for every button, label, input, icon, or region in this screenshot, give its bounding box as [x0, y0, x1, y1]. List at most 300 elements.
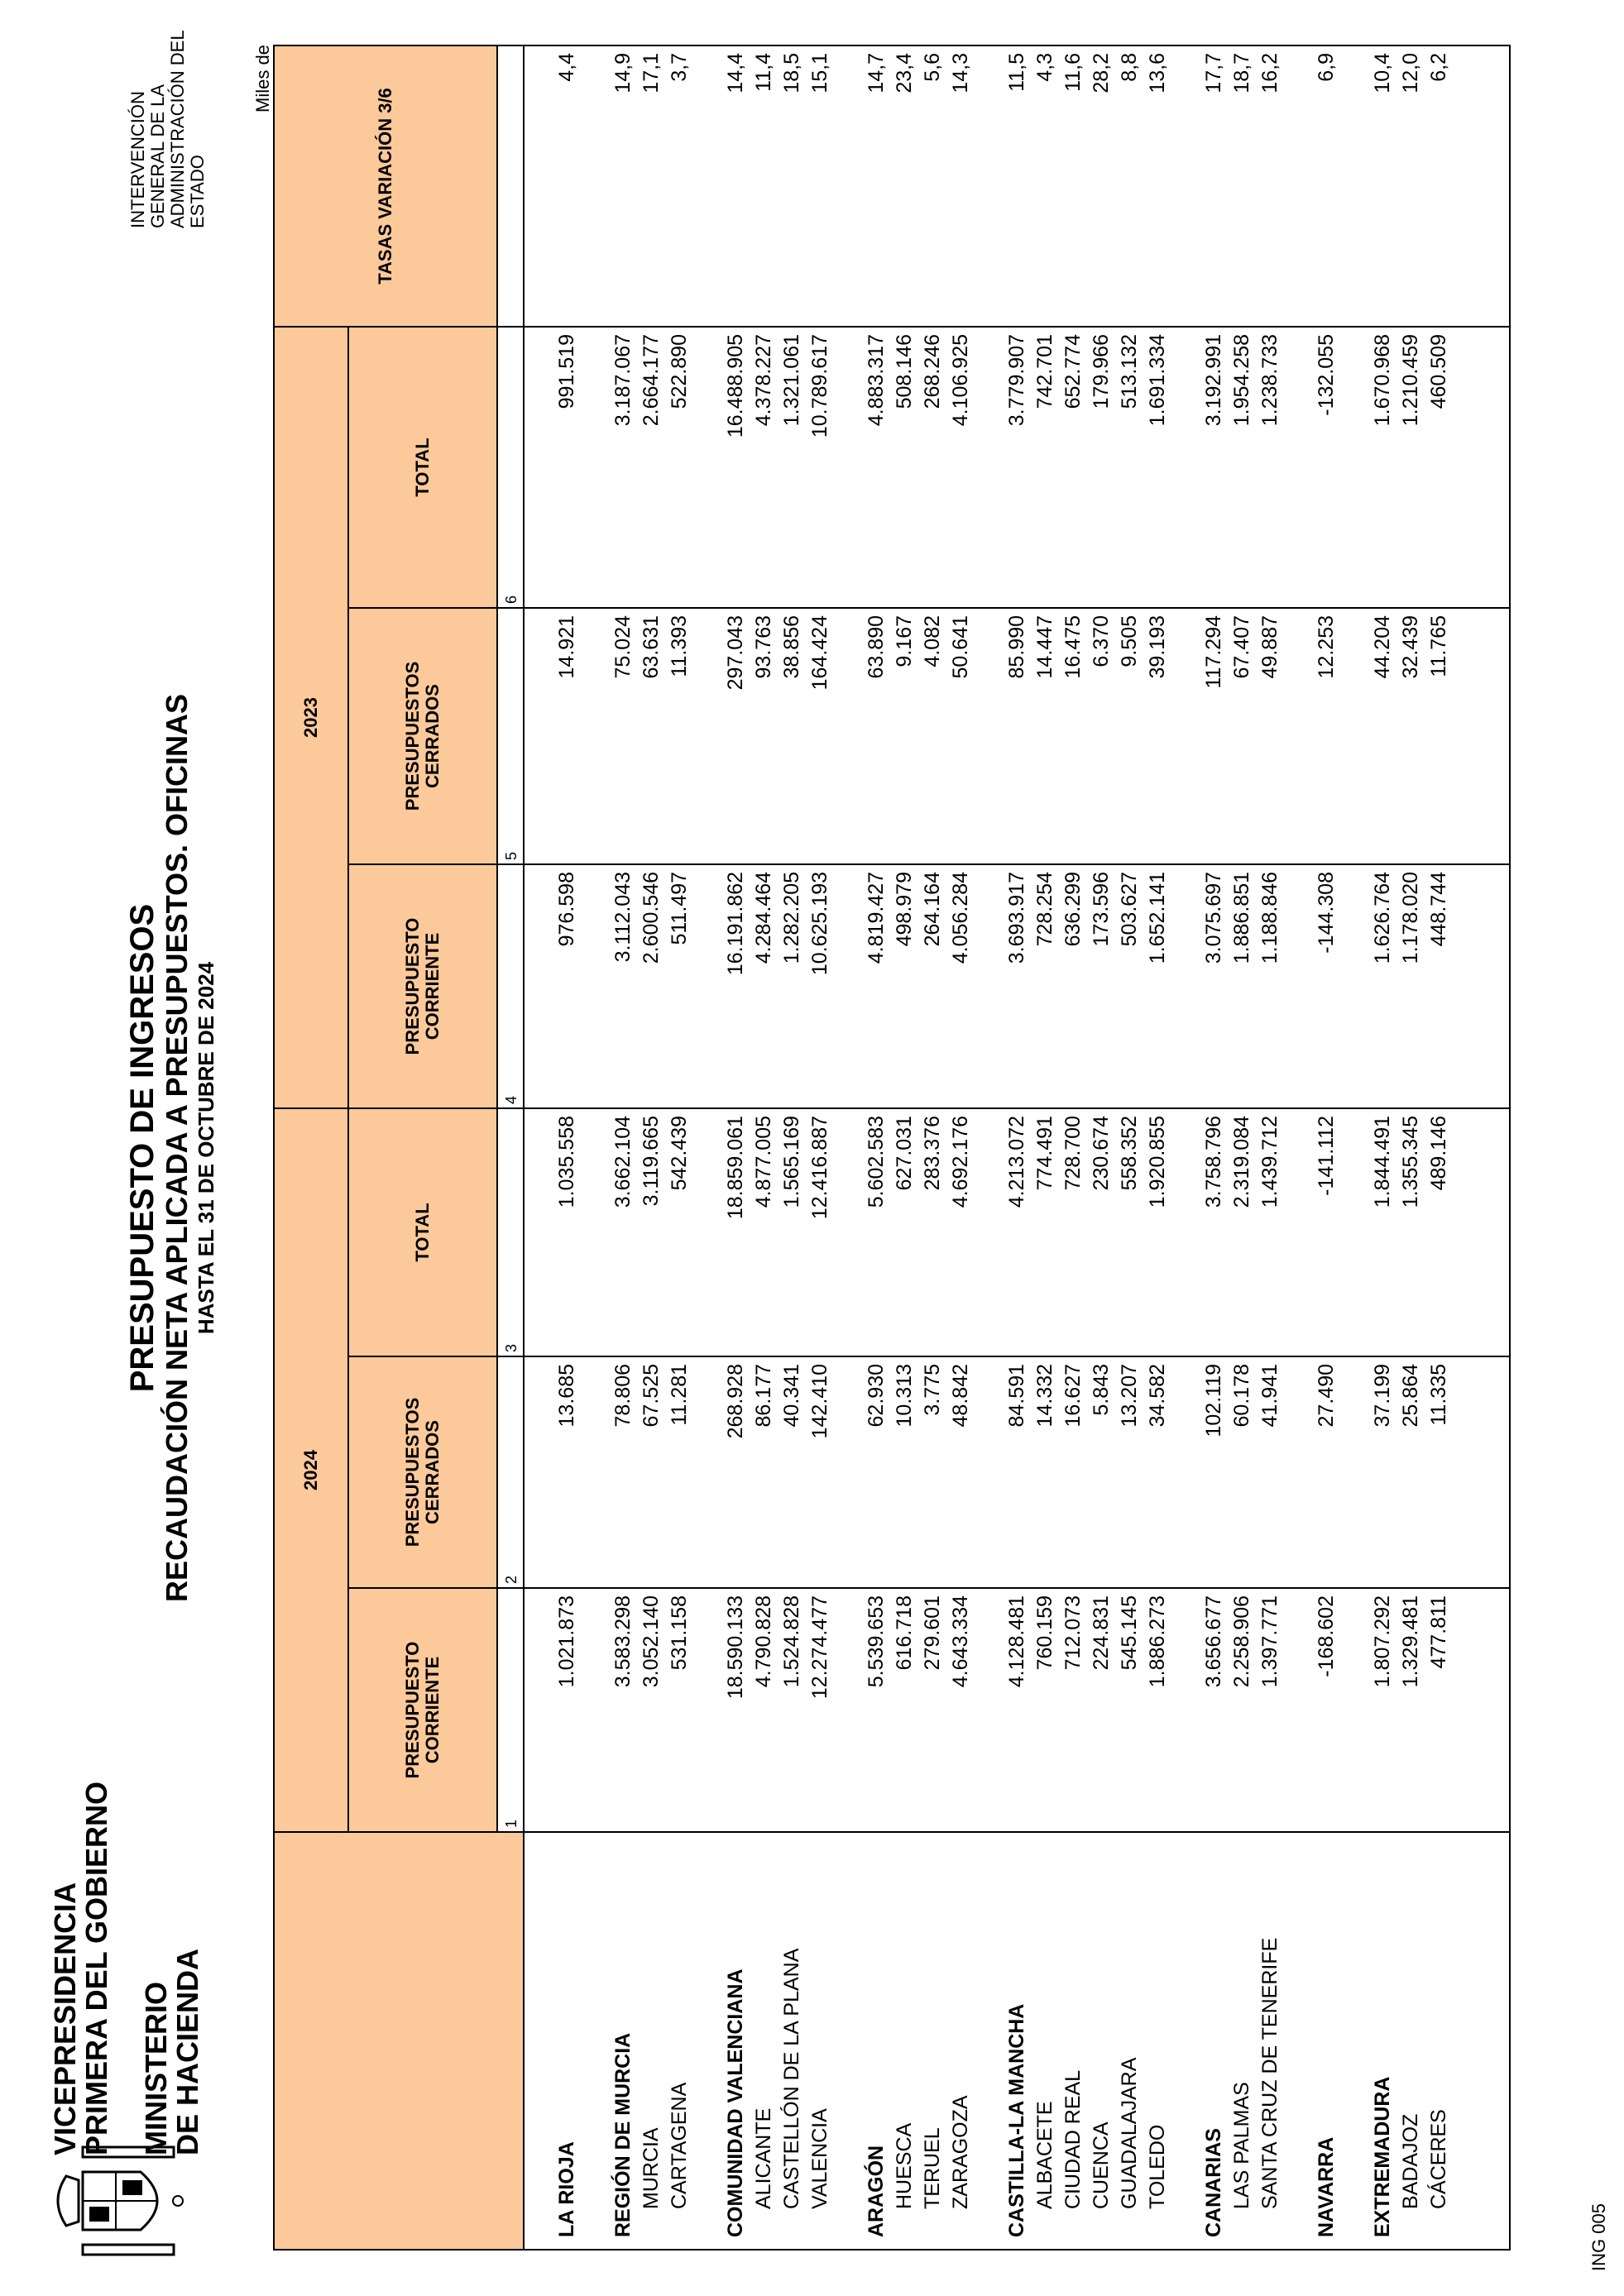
col-number-5 [497, 608, 524, 864]
spacer-row [1453, 45, 1481, 2250]
spacer-cell [524, 864, 553, 1108]
cell-value: 742.701 [1031, 327, 1059, 608]
spacer-cell [1171, 864, 1200, 1108]
table-body [524, 45, 1510, 2250]
cell-value: 3.119.665 [637, 1108, 665, 1356]
spacer-cell [975, 45, 1003, 327]
spacer-cell [693, 45, 721, 327]
cell-value: 9.505 [1115, 608, 1143, 864]
spacer-cell [524, 1108, 553, 1356]
row-label: CUENCA [1087, 1832, 1115, 2250]
spacer-cell [524, 327, 553, 608]
cell-value: 11,4 [750, 45, 778, 327]
cell-value: 522.890 [665, 327, 693, 608]
cell-value: 1.886.851 [1228, 864, 1256, 1108]
cell-value: 13,6 [1143, 45, 1171, 327]
header-year-2023: 2023 [274, 327, 348, 1108]
cell-value: 489.146 [1425, 1108, 1453, 1356]
cell-value: 16.191.862 [721, 864, 750, 1108]
cell-value: 11.335 [1425, 1356, 1453, 1588]
cell-value: 13.685 [553, 1356, 581, 1588]
row-label: CASTELLÓN DE LA PLANA [778, 1832, 806, 2250]
table-row [1396, 45, 1425, 2250]
row-label: VALENCIA [806, 1832, 834, 2250]
cell-value: 49.887 [1256, 608, 1284, 864]
cell-value: 1.282.205 [778, 864, 806, 1108]
spacer-cell [1453, 608, 1481, 864]
spacer-cell [834, 45, 862, 327]
spacer-cell [581, 608, 609, 864]
cell-value: 3.656.677 [1200, 1588, 1228, 1832]
spacer-cell [1481, 45, 1510, 327]
cell-value: 5.843 [1087, 1356, 1115, 1588]
row-label: SANTA CRUZ DE TENERIFE [1256, 1832, 1284, 2250]
cell-value: 23,4 [890, 45, 918, 327]
cell-value: 6,9 [1312, 45, 1340, 327]
spacer-cell [1340, 45, 1368, 327]
cell-value: 14,7 [862, 45, 890, 327]
cell-value: 542.439 [665, 1108, 693, 1356]
spacer-cell [1171, 1108, 1200, 1356]
spacer-row [1284, 45, 1312, 2250]
cell-value: 1.321.061 [778, 327, 806, 608]
cell-value: 12,0 [1396, 45, 1425, 327]
row-label: ALBACETE [1031, 1832, 1059, 2250]
row-label: LA RIOJA [553, 1832, 581, 2250]
spacer-cell [581, 45, 609, 327]
cell-value: 25.864 [1396, 1356, 1425, 1588]
cell-value: 37.199 [1368, 1356, 1396, 1588]
spacer-cell [1284, 608, 1312, 864]
row-label: ZARAGOZA [946, 1832, 975, 2250]
cell-value: 531.158 [665, 1588, 693, 1832]
cell-value: 14,9 [609, 45, 637, 327]
table-row [1087, 45, 1115, 2250]
cell-value: -168.602 [1312, 1588, 1340, 1832]
cell-value: 268.928 [721, 1356, 750, 1588]
row-label: LAS PALMAS [1228, 1832, 1256, 2250]
cell-value: 14.447 [1031, 608, 1059, 864]
cell-value: 1.021.873 [553, 1588, 581, 1832]
table-row [1059, 45, 1087, 2250]
footer-code: ING 005 [1588, 2203, 1609, 2271]
cell-value: 279.601 [918, 1588, 946, 1832]
cell-value: 44.204 [1368, 608, 1396, 864]
row-label: COMUNIDAD VALENCIANA [721, 1832, 750, 2250]
title-fecha: HASTA EL 31 DE OCTUBRE DE 2024 [194, 961, 218, 1335]
cell-value: 4,3 [1031, 45, 1059, 327]
cell-value: 558.352 [1115, 1108, 1143, 1356]
spacer-cell [581, 1356, 609, 1588]
cell-value: 2.258.906 [1228, 1588, 1256, 1832]
spacer-cell [1340, 864, 1368, 1108]
table-row [1425, 45, 1453, 2250]
cell-value: 4.106.925 [946, 327, 975, 608]
cell-value: 477.811 [1425, 1588, 1453, 1832]
spacer-cell [581, 327, 609, 608]
spacer-cell [1453, 864, 1481, 1108]
spacer-cell [1481, 327, 1510, 608]
spacer-row [693, 45, 721, 2250]
header-year-2024: 2024 [274, 1108, 348, 1832]
igae-line2: ADMINISTRACIÓN DEL ESTADO [167, 31, 208, 228]
spacer-cell [1284, 1832, 1312, 2250]
spacer-cell [1481, 1356, 1510, 1588]
cell-value: 11,5 [1003, 45, 1031, 327]
header-blank [274, 1832, 524, 2250]
table-row [806, 45, 834, 2250]
cell-value: 297.043 [721, 608, 750, 864]
col-number-tasas [497, 45, 524, 327]
cell-value: 636.299 [1059, 864, 1087, 1108]
spacer-cell [834, 1832, 862, 2250]
spacer-cell [1171, 45, 1200, 327]
cell-value: 511.497 [665, 864, 693, 1108]
spacer-row [524, 45, 553, 2250]
table-row [750, 45, 778, 2250]
cell-value: 4,4 [553, 45, 581, 327]
cell-value: 283.376 [918, 1108, 946, 1356]
spacer-cell [524, 608, 553, 864]
cell-value: 3.187.067 [609, 327, 637, 608]
spacer-cell [581, 864, 609, 1108]
cell-value: 1.238.733 [1256, 327, 1284, 608]
row-label: CARTAGENA [665, 1832, 693, 2250]
table-row [665, 45, 693, 2250]
cell-value: 14,4 [721, 45, 750, 327]
cell-value: 508.146 [890, 327, 918, 608]
revenue-table [273, 45, 1511, 2251]
cell-value: 63.890 [862, 608, 890, 864]
primera-gobierno-text: PRIMERA DEL GOBIERNO [79, 1781, 113, 2155]
cell-value: 10.313 [890, 1356, 918, 1588]
cell-value: 760.159 [1031, 1588, 1059, 1832]
cell-value: 3,7 [665, 45, 693, 327]
cell-value: 545.145 [1115, 1588, 1143, 1832]
cell-value: -141.112 [1312, 1108, 1340, 1356]
cell-value: 4.877.005 [750, 1108, 778, 1356]
cell-value: 3.583.298 [609, 1588, 637, 1832]
cell-value: 16.627 [1059, 1356, 1087, 1588]
cell-value: 6,2 [1425, 45, 1453, 327]
cell-value: 85.990 [1003, 608, 1031, 864]
cell-value: 513.132 [1115, 327, 1143, 608]
row-label: BADAJOZ [1396, 1832, 1425, 2250]
cell-value: 460.509 [1425, 327, 1453, 608]
cell-value: 67.407 [1228, 608, 1256, 864]
cell-value: 18,5 [778, 45, 806, 327]
table-row [1115, 45, 1143, 2250]
header-total-2024: TOTAL [348, 1108, 497, 1356]
spacer-row [975, 45, 1003, 2250]
spacer-cell [693, 327, 721, 608]
spacer-cell [1171, 327, 1200, 608]
spacer-cell [524, 45, 553, 327]
cell-value: 11,6 [1059, 45, 1087, 327]
col-number-3 [497, 1108, 524, 1356]
row-label: REGIÓN DE MURCIA [609, 1832, 637, 2250]
cell-value: 1.807.292 [1368, 1588, 1396, 1832]
cell-value: 32.439 [1396, 608, 1425, 864]
igae-label [128, 22, 208, 228]
spacer-cell [524, 1356, 553, 1588]
cell-value: 11.281 [665, 1356, 693, 1588]
cell-value: 3.779.907 [1003, 327, 1031, 608]
header-total-2023: TOTAL [348, 327, 497, 608]
cell-value: 728.700 [1059, 1108, 1087, 1356]
spacer-cell [1340, 608, 1368, 864]
spacer-cell [1284, 45, 1312, 327]
cell-value: 712.073 [1059, 1588, 1087, 1832]
table-row [1200, 45, 1228, 2250]
table-row [1256, 45, 1284, 2250]
cell-value: 4.643.334 [946, 1588, 975, 1832]
cell-value: 3.192.991 [1200, 327, 1228, 608]
spacer-row [581, 45, 609, 2250]
cell-value: 142.410 [806, 1356, 834, 1588]
spacer-cell [524, 1832, 553, 2250]
cell-value: 498.979 [890, 864, 918, 1108]
cell-value: 2.600.546 [637, 864, 665, 1108]
cell-value: 41.941 [1256, 1356, 1284, 1588]
cell-value: 4.819.427 [862, 864, 890, 1108]
row-label: EXTREMADURA [1368, 1832, 1396, 2250]
cell-value: 5.539.653 [862, 1588, 890, 1832]
title-recaudacion: RECAUDACIÓN NETA APLICADA A PRESUPUESTOS. OFICINAS [160, 693, 194, 1603]
cell-value: 10,4 [1368, 45, 1396, 327]
cell-value: 268.246 [918, 327, 946, 608]
cell-value: 17,1 [637, 45, 665, 327]
spacer-cell [1340, 1108, 1368, 1356]
cell-value: 15,1 [806, 45, 834, 327]
cell-value: 62.930 [862, 1356, 890, 1588]
col-number-text: 2 [503, 1575, 520, 1584]
spacer-cell [693, 608, 721, 864]
spacer-cell [1453, 45, 1481, 327]
cell-value: 4.790.828 [750, 1588, 778, 1832]
table-row [1143, 45, 1171, 2250]
vicepresidencia-heading [50, 1782, 113, 2155]
spacer-cell [975, 327, 1003, 608]
table-row [553, 45, 581, 2250]
cell-value: 230.674 [1087, 1108, 1115, 1356]
spacer-cell [834, 1108, 862, 1356]
spacer-cell [693, 1588, 721, 1832]
cell-value: 38.856 [778, 608, 806, 864]
cell-value: 5.602.583 [862, 1108, 890, 1356]
spacer-cell [1481, 864, 1510, 1108]
row-label: TERUEL [918, 1832, 946, 2250]
spacer-cell [693, 1108, 721, 1356]
cell-value: 40.341 [778, 1356, 806, 1588]
spacer-cell [581, 1108, 609, 1356]
cell-value: 4.082 [918, 608, 946, 864]
spacer-cell [834, 608, 862, 864]
cell-value: 14.921 [553, 608, 581, 864]
cell-value: 3.075.697 [1200, 864, 1228, 1108]
vicepresidencia-text: VICEPRESIDENCIA [48, 1882, 82, 2155]
table-row [890, 45, 918, 2250]
header-corriente-2024: PRESUPUESTO CORRIENTE [348, 1588, 497, 1832]
col-number-text: 1 [503, 1819, 520, 1828]
col-number-4 [497, 864, 524, 1108]
cell-value: 616.718 [890, 1588, 918, 1832]
cell-value: 2.664.177 [637, 327, 665, 608]
spacer-cell [1481, 1108, 1510, 1356]
cell-value: 1.626.764 [1368, 864, 1396, 1108]
cell-value: 93.763 [750, 608, 778, 864]
spacer-cell [1171, 608, 1200, 864]
cell-value: -132.055 [1312, 327, 1340, 608]
spacer-cell [1481, 608, 1510, 864]
spacer-cell [975, 1588, 1003, 1832]
spacer-cell [693, 1356, 721, 1588]
spacer-cell [1171, 1356, 1200, 1588]
table-row [721, 45, 750, 2250]
cell-value: 179.966 [1087, 327, 1115, 608]
cell-value: 14.332 [1031, 1356, 1059, 1588]
cell-value: 3.112.043 [609, 864, 637, 1108]
spacer-cell [975, 864, 1003, 1108]
row-label: ARAGÓN [862, 1832, 890, 2250]
cell-value: 1.886.273 [1143, 1588, 1171, 1832]
row-label: MURCIA [637, 1832, 665, 2250]
spacer-row [834, 45, 862, 2250]
cell-value: 728.254 [1031, 864, 1059, 1108]
spacer-cell [975, 608, 1003, 864]
cell-value: 102.119 [1200, 1356, 1228, 1588]
cell-value: 12.253 [1312, 608, 1340, 864]
header-cerrados-2024: PRESUPUESTOS CERRADOS [348, 1356, 497, 1588]
cell-value: 117.294 [1200, 608, 1228, 864]
cell-value: 4.883.317 [862, 327, 890, 608]
cell-value: 16,2 [1256, 45, 1284, 327]
cell-value: 1.188.846 [1256, 864, 1284, 1108]
cell-value: 63.631 [637, 608, 665, 864]
cell-value: 10.625.193 [806, 864, 834, 1108]
cell-value: 1.397.771 [1256, 1588, 1284, 1832]
cell-value: 627.031 [890, 1108, 918, 1356]
row-label: TOLEDO [1143, 1832, 1171, 2250]
cell-value: 1.920.855 [1143, 1108, 1171, 1356]
spacer-cell [1284, 1356, 1312, 1588]
cell-value: 4.056.284 [946, 864, 975, 1108]
spacer-cell [581, 1832, 609, 2250]
cell-value: 173.596 [1087, 864, 1115, 1108]
spacer-cell [1284, 864, 1312, 1108]
cell-value: 78.806 [609, 1356, 637, 1588]
cell-value: 14,3 [946, 45, 975, 327]
spacer-cell [834, 1588, 862, 1832]
table-row [946, 45, 975, 2250]
table-row [862, 45, 890, 2250]
hacienda-text: DE HACIENDA [170, 1948, 204, 2155]
spacer-cell [1453, 1356, 1481, 1588]
table-row [1031, 45, 1059, 2250]
cell-value: 976.598 [553, 864, 581, 1108]
spacer-cell [834, 327, 862, 608]
cell-value: 224.831 [1087, 1588, 1115, 1832]
cell-value: 3.052.140 [637, 1588, 665, 1832]
cell-value: 1.524.828 [778, 1588, 806, 1832]
cell-value: 3.775 [918, 1356, 946, 1588]
spacer-row [1171, 45, 1200, 2250]
cell-value: 28,2 [1087, 45, 1115, 327]
row-label: HUESCA [890, 1832, 918, 2250]
table-row [609, 45, 637, 2250]
cell-value: 1.035.558 [553, 1108, 581, 1356]
cell-value: 1.178.020 [1396, 864, 1425, 1108]
cell-value: 75.024 [609, 608, 637, 864]
cell-value: 503.627 [1115, 864, 1143, 1108]
cell-value: 991.519 [553, 327, 581, 608]
col-number-2 [497, 1356, 524, 1588]
spacer-row [1481, 45, 1510, 2250]
cell-value: 1.652.141 [1143, 864, 1171, 1108]
col-number-1 [497, 1588, 524, 1832]
cell-value: 10.789.617 [806, 327, 834, 608]
cell-value: 1.691.334 [1143, 327, 1171, 608]
spacer-cell [1481, 1832, 1510, 2250]
table-row [1228, 45, 1256, 2250]
cell-value: 12.274.477 [806, 1588, 834, 1832]
spacer-cell [1284, 1108, 1312, 1356]
igae-line1: INTERVENCIÓN GENERAL DE LA [127, 84, 168, 228]
cell-value: -144.308 [1312, 864, 1340, 1108]
col-number-text: 6 [503, 595, 520, 604]
cell-value: 8,8 [1115, 45, 1143, 327]
col-number-text: 4 [503, 1095, 520, 1104]
cell-value: 1.565.169 [778, 1108, 806, 1356]
cell-value: 18,7 [1228, 45, 1256, 327]
cell-value: 9.167 [890, 608, 918, 864]
spacer-cell [975, 1108, 1003, 1356]
spacer-cell [1453, 327, 1481, 608]
cell-value: 84.591 [1003, 1356, 1031, 1588]
title-presupuesto: PRESUPUESTO DE INGRESOS [124, 903, 160, 1393]
cell-value: 4.284.464 [750, 864, 778, 1108]
row-label: CASTILLA-LA MANCHA [1003, 1832, 1031, 2250]
spacer-cell [834, 864, 862, 1108]
spacer-cell [1453, 1108, 1481, 1356]
spacer-cell [1453, 1832, 1481, 2250]
cell-value: 16.488.905 [721, 327, 750, 608]
cell-value: 39.193 [1143, 608, 1171, 864]
table-row [1368, 45, 1396, 2250]
row-label: CANARIAS [1200, 1832, 1228, 2250]
cell-value: 48.842 [946, 1356, 975, 1588]
cell-value: 774.491 [1031, 1108, 1059, 1356]
cell-value: 34.582 [1143, 1356, 1171, 1588]
ministerio-text: MINISTERIO [139, 1981, 173, 2155]
row-label: ALICANTE [750, 1832, 778, 2250]
row-label: CÁCERES [1425, 1832, 1453, 2250]
table-row [1312, 45, 1340, 2250]
col-number-text: 3 [503, 1343, 520, 1352]
spacer-cell [1340, 327, 1368, 608]
cell-value: 67.525 [637, 1356, 665, 1588]
cell-value: 4.213.072 [1003, 1108, 1031, 1356]
table-row [1003, 45, 1031, 2250]
table-row [778, 45, 806, 2250]
spacer-cell [1453, 1588, 1481, 1832]
row-label: GUADALAJARA [1115, 1832, 1143, 2250]
cell-value: 18.859.061 [721, 1108, 750, 1356]
spacer-cell [975, 1356, 1003, 1588]
header-cerrados-2023: PRESUPUESTOS CERRADOS [348, 608, 497, 864]
cell-value: 3.758.796 [1200, 1108, 1228, 1356]
cell-value: 18.590.133 [721, 1588, 750, 1832]
